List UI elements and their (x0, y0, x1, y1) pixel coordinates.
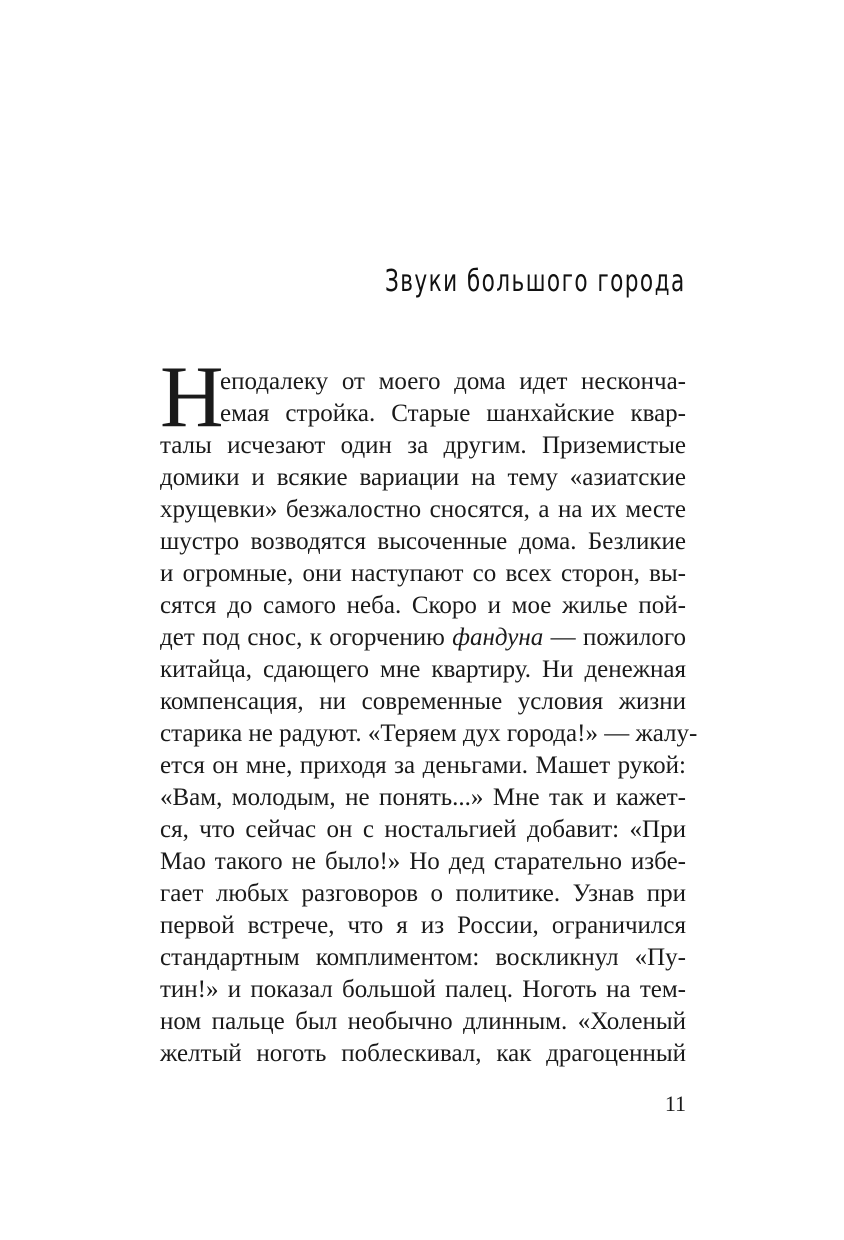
text-line: «Вам, молодым, не понять...» Мне так и кажет- (160, 784, 686, 811)
text-line: компенсация, ни современные условия жизни (160, 688, 686, 715)
text-line: старика не радуют. «Теряем дух города!» — жалу- (160, 720, 698, 747)
text-line: тин!» и показал большой палец. Ноготь на тем- (160, 976, 686, 1003)
text-line: Мао такого не было!» Но дед старательно избе- (160, 848, 686, 875)
text-segment: дет под снос, к огорчению (160, 624, 453, 651)
body-text (160, 349, 698, 1070)
text-line: стандартным комплиментом: воскликнул «Пу- (160, 944, 686, 971)
page-number: 11 (664, 1091, 686, 1116)
drop-cap: Н (160, 349, 224, 446)
text-line-with-italic (160, 622, 686, 654)
text-line: талы исчезают один за другим. Приземистые (160, 432, 686, 459)
text-line: еподалеку от моего дома идет несконча- (220, 368, 686, 395)
text-line: ном пальце был необычно длинным. «Холеный (160, 1008, 686, 1035)
text-line: домики и всякие вариации на тему «азиатские (160, 464, 686, 491)
text-line: ся, что сейчас он с ностальгией добавит: «При (160, 816, 686, 843)
text-line: шустро возводятся высоченные дома. Безликие (160, 528, 686, 555)
text-line: емая стройка. Старые шанхайские квар- (220, 400, 686, 427)
text-line: и огромные, они наступают со всех сторон, вы- (160, 560, 686, 587)
text-line: гает любых разговоров о политике. Узнав при (160, 880, 686, 907)
italic-term: фандуна (452, 624, 544, 651)
chapter-title: Звуки большого города (385, 264, 686, 299)
text-line: хрущевки» безжалостно сносятся, а на их месте (160, 496, 686, 523)
text-line: первой встрече, что я из России, ограничился (160, 912, 686, 939)
text-line: ется он мне, приходя за деньгами. Машет рукой: (160, 752, 686, 779)
text-segment: — пожилого (543, 624, 687, 651)
text-line: китайца, сдающего мне квартиру. Ни денежная (160, 656, 686, 683)
text-line: сятся до самого неба. Скоро и мое жилье пой- (160, 592, 686, 619)
text-line: желтый ноготь поблескивал, как драгоценный (160, 1040, 686, 1067)
